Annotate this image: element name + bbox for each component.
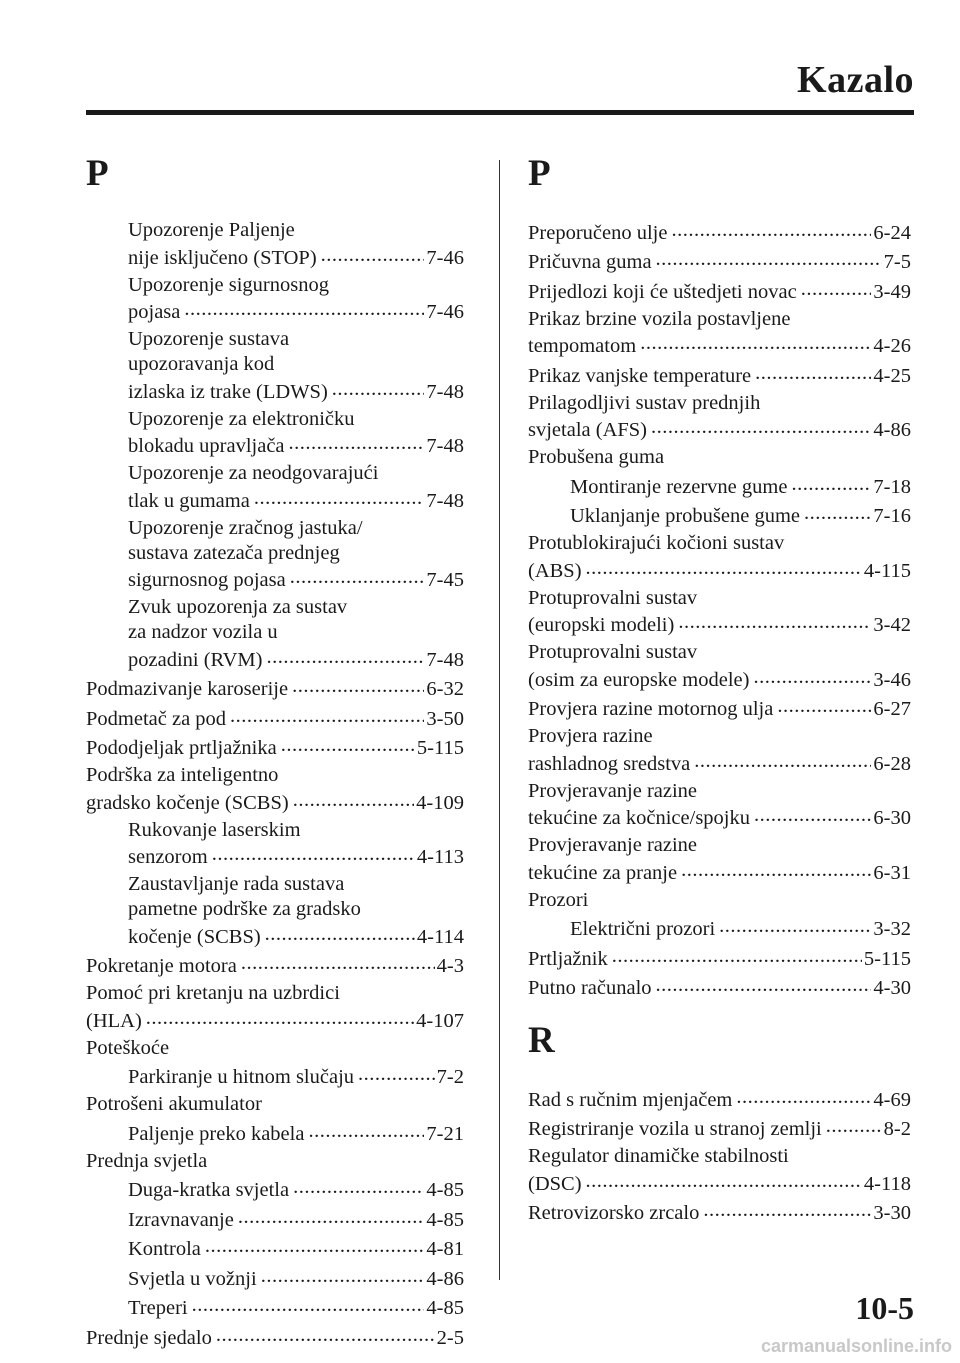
page-reference: 4-26 [873, 335, 911, 357]
entry-text: Upozorenje Paljenje [128, 219, 295, 241]
dot-leader [184, 298, 424, 319]
entry-text: Retrovizorsko zrcalo [528, 1202, 700, 1224]
page-reference: 7-21 [426, 1122, 464, 1145]
entry-text: Protublokirajući kočioni sustav [528, 532, 785, 554]
entry-text: Pričuvna guma [528, 251, 652, 273]
page-reference: 7-5 [883, 251, 911, 273]
entry-text: (ABS) [528, 559, 582, 582]
dot-leader [265, 922, 415, 943]
dot-leader [254, 486, 425, 507]
dot-leader [290, 566, 425, 587]
watermark: carmanualsonline.info [760, 1336, 952, 1356]
entry-text: Upozorenje za elektroničku [128, 407, 355, 430]
entry-text: (europski modeli) [528, 614, 675, 636]
index-entry [86, 704, 464, 732]
entry-text: blokadu upravljača [128, 435, 285, 457]
entry-text: sigurnosnog pojasa [128, 569, 286, 591]
page-reference: 4-115 [863, 559, 911, 582]
index-subentry [86, 1294, 464, 1322]
page-reference: 7-48 [426, 648, 464, 671]
page-reference: 4-30 [873, 977, 911, 999]
entry-text: Paljenje preko kabela [128, 1122, 305, 1145]
dot-leader [804, 502, 871, 523]
dot-leader [358, 1063, 435, 1084]
index-subentry [86, 461, 464, 514]
entry-text: Provjera razine [528, 725, 653, 747]
entry-text: Pokretanje motora [86, 955, 237, 977]
index-entry [528, 277, 911, 305]
entry-text: Treperi [128, 1297, 188, 1319]
entry-text: (osim za europske modele) [528, 668, 750, 691]
dot-leader [681, 858, 871, 879]
entry-text: Upozorenje sigurnosnog [128, 273, 329, 296]
index-subentry [86, 1264, 464, 1292]
entry-text: tempomatom [528, 335, 637, 357]
entry-text: kočenje (SCBS) [128, 925, 261, 948]
page-reference: 5-115 [863, 947, 911, 970]
dot-leader [192, 1294, 425, 1315]
index-entry [528, 361, 911, 389]
dot-leader [586, 556, 862, 577]
page-reference: 5-115 [416, 737, 464, 759]
index-subentry [528, 502, 911, 530]
index-entry [86, 1092, 464, 1117]
dot-leader [777, 695, 871, 716]
entry-text: Provjera razine motornog ulja [528, 698, 774, 720]
index-subentry [86, 273, 464, 326]
index-subentry [528, 915, 911, 943]
page-reference: 3-32 [873, 918, 911, 940]
entry-text: (DSC) [528, 1172, 582, 1195]
page-reference: 7-48 [426, 435, 464, 457]
index-entry [528, 248, 911, 276]
index-subentry [86, 407, 464, 460]
dot-leader [826, 1115, 882, 1136]
dot-leader [146, 1006, 414, 1027]
entry-text: Kontrola [128, 1238, 201, 1260]
index-entry [86, 1036, 464, 1061]
index-subentry [528, 472, 911, 500]
entry-text: Zvuk upozorenja za sustav [128, 596, 348, 618]
index-subentry [86, 1235, 464, 1263]
entry-text: Regulator dinamičke stabilnosti [528, 1145, 789, 1167]
dot-leader [753, 665, 871, 686]
page-reference: 4-114 [416, 925, 464, 948]
dot-leader [703, 1199, 871, 1220]
page-reference: 4-85 [426, 1179, 464, 1201]
dot-leader [266, 645, 424, 666]
entry-text: tlak u gumama [128, 489, 250, 512]
page-reference: 4-85 [426, 1297, 464, 1319]
dot-leader [332, 377, 425, 398]
entry-text: Svjetla u vožnji [128, 1267, 257, 1290]
entry-text: Provjeravanje razine [528, 779, 698, 802]
dot-leader [205, 1235, 425, 1256]
page-reference: 4-3 [436, 955, 464, 977]
index-entry [528, 1085, 911, 1113]
entry-text: Pomoć pri kretanju na uzbrdici [86, 982, 340, 1004]
entry-text: Prtljažnik [528, 947, 608, 970]
entry-text: pojasa [128, 301, 181, 323]
entry-text: Rukovanje laserskim [128, 818, 301, 841]
dot-leader [216, 1323, 435, 1344]
entry-text: gradsko kočenje (SCBS) [86, 791, 289, 814]
page-reference: 4-81 [426, 1238, 464, 1260]
page-reference: 3-50 [426, 707, 464, 730]
entry-text: Upozorenje zračnog jastuka/ [128, 516, 363, 539]
index-entry [528, 695, 911, 723]
index-entry [86, 1323, 464, 1351]
page-reference: 2-5 [436, 1326, 464, 1349]
entry-text: Uklanjanje probušene gume [570, 505, 800, 527]
page-reference: 4-25 [873, 364, 911, 387]
index-subentry [86, 218, 464, 271]
index-entry [528, 391, 911, 444]
entry-text: Potrošeni akumulator [86, 1093, 262, 1115]
index-entry [528, 1199, 911, 1227]
dot-leader [586, 1169, 862, 1190]
dot-leader [281, 734, 415, 755]
entry-text: Prilagodljivi sustav prednjih [528, 391, 761, 414]
dot-leader [612, 944, 862, 965]
entry-text: tekućine za pranje [528, 861, 678, 884]
index-subentry [86, 1063, 464, 1091]
dot-leader [801, 277, 872, 298]
index-entry [528, 944, 911, 972]
dot-leader [212, 843, 415, 864]
page-reference: 6-31 [873, 861, 911, 884]
index-subentry [86, 595, 464, 673]
page-reference: 4-86 [873, 419, 911, 441]
page-reference: 6-27 [873, 698, 911, 720]
dot-leader [230, 704, 424, 725]
index-subentry [86, 1205, 464, 1233]
index-entry [528, 1115, 911, 1143]
dot-leader [293, 1176, 424, 1197]
page-reference: 4-113 [416, 846, 464, 868]
page-reference: 4-107 [416, 1009, 464, 1032]
entry-text: Podmetač za pod [86, 707, 227, 730]
index-subentry [86, 327, 464, 405]
entry-text: nije isključeno (STOP) [128, 246, 317, 269]
entry-text: Preporučeno ulje [528, 221, 668, 244]
entry-text: Podrška za inteligentno [86, 764, 279, 786]
page-reference: 7-45 [426, 569, 464, 591]
entry-text: izlaska iz trake (LDWS) [128, 380, 328, 403]
dot-leader [671, 218, 871, 239]
dot-leader [241, 952, 435, 973]
page-reference: 7-48 [426, 489, 464, 512]
page-reference: 4-118 [863, 1172, 911, 1195]
page-reference: 3-30 [873, 1202, 911, 1224]
dot-leader [755, 361, 871, 382]
index-column-right [528, 152, 911, 1228]
index-entries [528, 218, 911, 1001]
entry-text: Duga-kratka svjetla [128, 1179, 290, 1201]
dot-leader [292, 675, 424, 696]
page-reference: 3-46 [873, 668, 911, 691]
page-reference: 7-16 [873, 505, 911, 527]
entry-text: Prednje sjedalo [86, 1326, 212, 1349]
index-entry [528, 888, 911, 913]
index-entry [528, 974, 911, 1002]
page-reference: 6-32 [426, 678, 464, 700]
index-subentry [86, 818, 464, 871]
section-letter: R [528, 1020, 555, 1061]
dot-leader [308, 1119, 424, 1140]
entry-text: Rad s ručnim mjenjačem [528, 1088, 733, 1111]
dot-leader [678, 611, 871, 632]
index-subentry [86, 516, 464, 594]
entry-text: Pododjeljak prtljažnika [86, 737, 277, 759]
column-divider [499, 160, 500, 1280]
page-header-title: Kazalo [797, 59, 914, 101]
index-entries [86, 218, 464, 1351]
index-entry [528, 779, 911, 832]
entry-text: Izravnavanje [128, 1208, 234, 1231]
index-entry [528, 307, 911, 360]
dot-leader [791, 472, 871, 493]
page-reference: 4-86 [426, 1267, 464, 1290]
header-rule [86, 110, 914, 115]
dot-leader [694, 749, 871, 770]
entry-text: Probušena guma [528, 446, 665, 468]
index-subentry [86, 872, 464, 950]
dot-leader [736, 1085, 871, 1106]
page-reference: 7-46 [426, 301, 464, 323]
page-reference: 3-49 [873, 280, 911, 303]
entry-text: sustava zatezača prednjeg [128, 541, 340, 564]
entry-text: Zaustavljanje rada sustava [128, 873, 345, 895]
index-entries [528, 1085, 911, 1226]
dot-leader [321, 243, 425, 264]
entry-text: Montiranje rezervne gume [570, 475, 788, 498]
entry-text: Protuprovalni sustav [528, 586, 698, 609]
entry-text: senzorom [128, 846, 208, 868]
index-entry [86, 734, 464, 762]
entry-text: Upozorenje za neodgovarajući [128, 462, 379, 484]
entry-text: svjetala (AFS) [528, 419, 647, 441]
page-reference: 7-2 [436, 1066, 464, 1088]
index-entry [86, 981, 464, 1034]
page-reference: 4-109 [416, 791, 464, 814]
entry-text: Prikaz brzine vozila postavljene [528, 307, 791, 330]
page-reference: 4-85 [426, 1208, 464, 1231]
page-reference: 7-48 [426, 380, 464, 403]
index-column-left [86, 152, 464, 1353]
entry-text: Registriranje vozila u stranoj zemlji [528, 1118, 822, 1140]
dot-leader [656, 974, 872, 995]
entry-text: Provjeravanje razine [528, 834, 698, 856]
entry-text: upozoravanja kod [128, 353, 275, 375]
dot-leader [261, 1264, 425, 1285]
index-entry [528, 1144, 911, 1197]
index-entry [528, 640, 911, 693]
dot-leader [754, 804, 871, 825]
entry-text: Protuprovalni sustav [528, 641, 698, 663]
entry-text: Električni prozori [570, 918, 716, 940]
index-entry [528, 218, 911, 246]
entry-text: Prikaz vanjske temperature [528, 364, 752, 387]
index-entry [528, 724, 911, 777]
entry-text: Prednja svjetla [86, 1149, 208, 1172]
page-reference: 6-24 [873, 221, 911, 244]
index-entry [86, 952, 464, 980]
dot-leader [656, 248, 882, 269]
index-entry [86, 763, 464, 816]
dot-leader [719, 915, 871, 936]
entry-text: Putno računalo [528, 977, 652, 999]
page-reference: 7-18 [873, 475, 911, 498]
entry-text: Upozorenje sustava [128, 328, 290, 350]
page-reference: 6-30 [873, 807, 911, 829]
index-entry [528, 833, 911, 886]
entry-text: (HLA) [86, 1009, 142, 1032]
entry-text: za nadzor vozila u [128, 621, 278, 643]
index-entry [86, 675, 464, 703]
index-entry [86, 1149, 464, 1174]
dot-leader [651, 416, 871, 437]
page-reference: 3-42 [873, 614, 911, 636]
dot-leader [289, 432, 425, 453]
page-reference: 8-2 [883, 1118, 911, 1140]
entry-text: Podmazivanje karoserije [86, 678, 289, 700]
index-entry [528, 586, 911, 639]
dot-leader [640, 332, 871, 353]
entry-text: Parkiranje u hitnom slučaju [128, 1066, 355, 1088]
index-subentry [86, 1176, 464, 1204]
page-reference: 7-46 [426, 246, 464, 269]
entry-text: Poteškoće [86, 1036, 170, 1059]
entry-text: pozadini (RVM) [128, 648, 263, 671]
page-reference: 6-28 [873, 752, 911, 775]
index-entry [528, 531, 911, 584]
page-reference: 4-69 [873, 1088, 911, 1111]
entry-text: tekućine za kočnice/spojku [528, 807, 750, 829]
dot-leader [293, 788, 414, 809]
page-number: 10-5 [855, 1290, 914, 1326]
entry-text: Prijedlozi koji će uštedjeti novac [528, 280, 797, 303]
dot-leader [238, 1205, 425, 1226]
index-entry [528, 445, 911, 470]
entry-text: rashladnog sredstva [528, 752, 691, 775]
index-subentry [86, 1119, 464, 1147]
section-letter: P [528, 153, 551, 194]
section-letter: P [86, 153, 109, 194]
entry-text: pametne podrške za gradsko [128, 898, 361, 920]
entry-text: Prozori [528, 888, 589, 911]
